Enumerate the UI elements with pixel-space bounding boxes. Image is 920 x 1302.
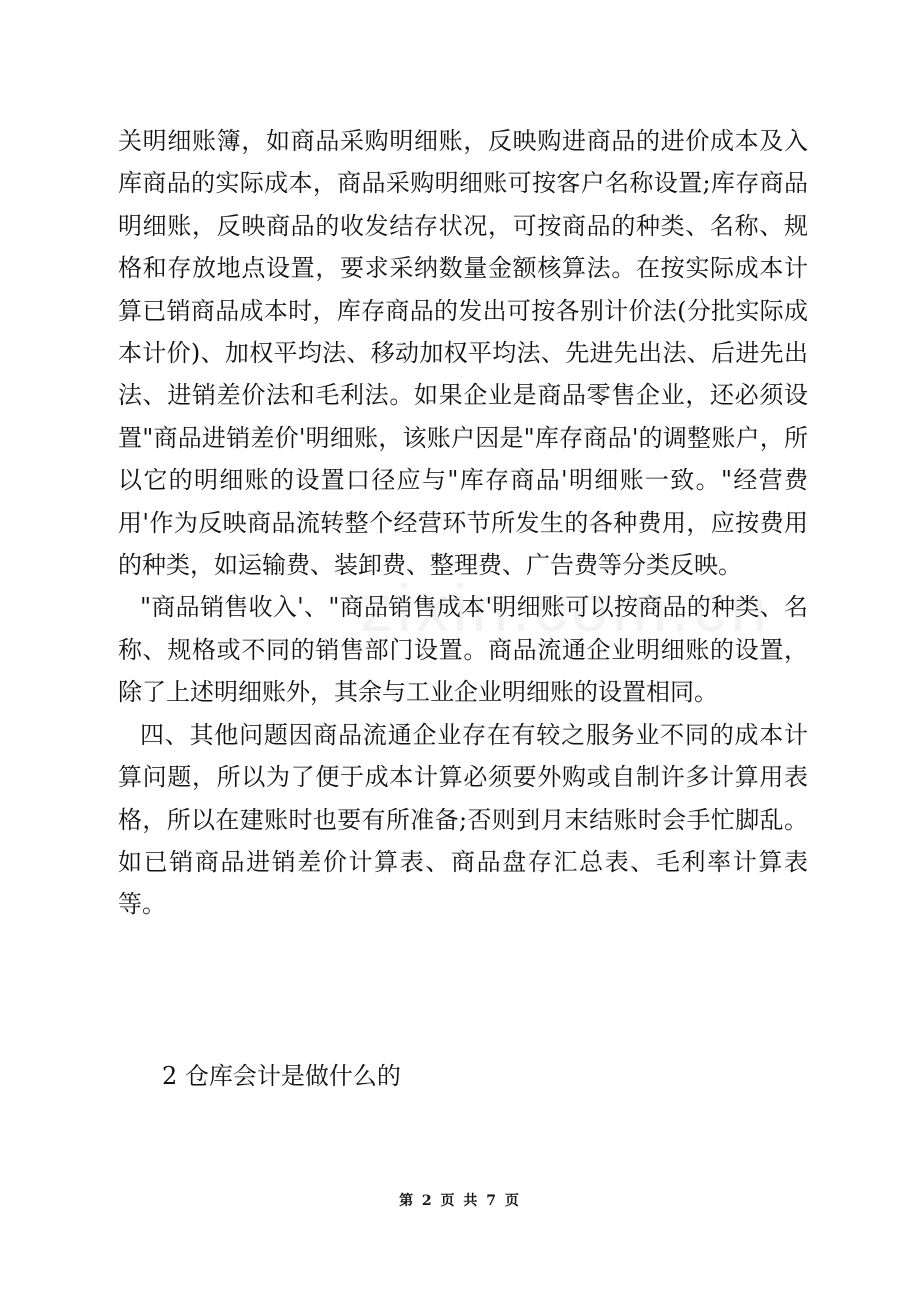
section-heading: 2 仓库会计是做什么的 [162,1062,401,1090]
body-text [118,120,808,926]
paragraph-2: "商品销售收入'、"商品销售成本'明细账可以按商品的种类、名称、规格或不同的销售部门设置。商品流通企业明细账的设置，除了上述明细账外，其余与工业企业明细账的设置相同。 [118,593,808,707]
paragraph-1: 关明细账簿，如商品采购明细账，反映购进商品的进价成本及入库商品的实际成本，商品采购明细账可按客户名称设置;库存商品明细账，反映商品的收发结存状况，可按商品的种类、名称、规格和存放地点设置，要求采纳数量金额核算法。在按实际成本计算已销商品成本时，库存商品的发出可按各别计价法(分批实际成本计价)、加权平均法、移动加权平均法、先进先出法、后进先出法、进销差价法和毛利法。如果企业是商品零售企业，还必须设置"商品进销差价'明细账，该账户因是"库存商品'的调整账户，所以它的明细账的设置口径应与"库存商品'明细账一致。"经营费用'作为反映商品流转整个经营环节所发生的各种费用，应按费用的种类，如运输费、装卸费、整理费、广告费等分类反映。 [118,127,808,580]
page-footer: 第 2 页 共 7 页 [399,1193,521,1209]
paragraph-3: 四、其他问题因商品流通企业存在有较之服务业不同的成本计算问题，所以为了便于成本计算必须要外购或自制许多计算用表格，所以在建账时也要有所准备;否则到月末结账时会手忙脚乱。如已销商品进销差价计算表、商品盘存汇总表、毛利率计算表等。 [118,720,808,919]
